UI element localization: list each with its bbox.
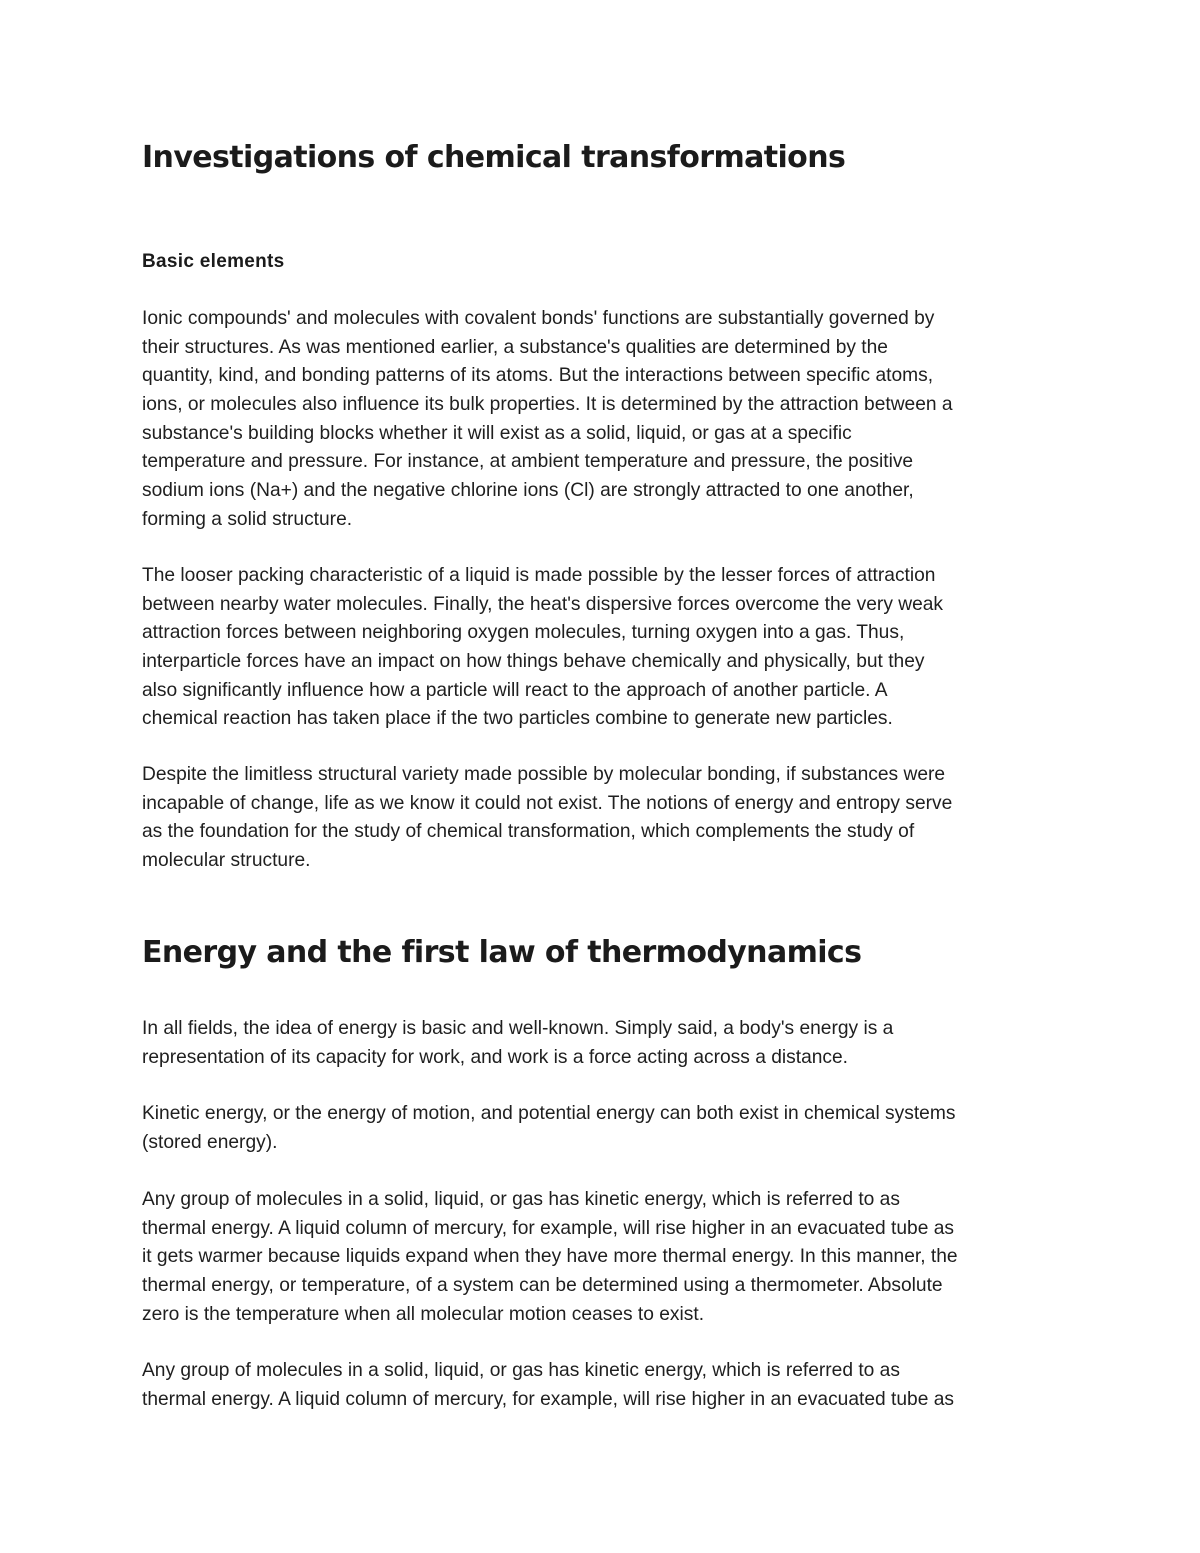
text-line: The looser packing characteristic of a liquid is made possible by the lesser forces of attraction <box>142 565 936 586</box>
paragraph-thermal-energy <box>142 1186 1067 1329</box>
paragraph-structural-variety <box>142 761 1067 876</box>
text-line: Ionic compounds' and molecules with covalent bonds' functions are substantially governed by <box>142 308 935 329</box>
text-line: molecular structure. <box>142 850 311 872</box>
text-line: Despite the limitless structural variety made possible by molecular bonding, if substances were <box>142 764 946 785</box>
text-line: temperature and pressure. For instance, at ambient temperature and pressure, the positive <box>142 451 914 473</box>
text-line: thermal energy, or temperature, of a system can be determined using a thermometer. Absolute <box>142 1275 943 1297</box>
text-line: zero is the temperature when all molecular motion ceases to exist. <box>142 1303 705 1325</box>
section-heading-first-law: Energy and the first law of thermodynamics <box>142 935 862 970</box>
text-line: Kinetic energy, or the energy of motion, and potential energy can both exist in chemical systems <box>142 1103 956 1124</box>
paragraph-kinetic-energy <box>142 1100 1067 1157</box>
text-line: between nearby water molecules. Finally, the heat's dispersive forces overcome the very weak <box>142 593 944 615</box>
text-line: it gets warmer because liquids expand when they have more thermal energy. In this manner, the <box>142 1246 958 1268</box>
text-line: forming a solid structure. <box>142 508 353 530</box>
text-line: thermal energy. A liquid column of mercury, for example, will rise higher in an evacuated tube as <box>142 1388 954 1410</box>
text-line: interparticle forces have an impact on how things behave chemically and physically, but they <box>142 651 925 673</box>
text-line: sodium ions (Na+) and the negative chlorine ions (Cl) are strongly attracted to one another, <box>142 480 914 502</box>
paragraph-thermal-energy-repeat <box>142 1357 1067 1414</box>
text-line: representation of its capacity for work, and work is a force acting across a distance. <box>142 1046 849 1068</box>
text-line: thermal energy. A liquid column of mercury, for example, will rise higher in an evacuated tube as <box>142 1217 954 1239</box>
section-heading-chemical-transformations: Investigations of chemical transformations <box>142 140 846 175</box>
text-line: incapable of change, life as we know it could not exist. The notions of energy and entropy serve <box>142 792 953 814</box>
text-line: Any group of molecules in a solid, liquid, or gas has kinetic energy, which is referred to as <box>142 1360 900 1381</box>
paragraph-ionic-compounds <box>142 305 1067 535</box>
paragraph-idea-of-energy <box>142 1015 1067 1072</box>
text-line: also significantly influence how a particle will react to the approach of another particle. A <box>142 679 888 701</box>
text-line: quantity, kind, and bonding patterns of its atoms. But the interactions between specific atoms, <box>142 365 934 387</box>
text-line: substance's building blocks whether it will exist as a solid, liquid, or gas at a specific <box>142 422 852 444</box>
text-line: ions, or molecules also influence its bulk properties. It is determined by the attraction between a <box>142 394 953 416</box>
text-line: (stored energy). <box>142 1131 278 1153</box>
text-line: In all fields, the idea of energy is basic and well-known. Simply said, a body's energy is a <box>142 1018 894 1039</box>
text-line: as the foundation for the study of chemical transformation, which complements the study of <box>142 821 915 843</box>
text-line: their structures. As was mentioned earlier, a substance's qualities are determined by the <box>142 336 888 358</box>
text-line: chemical reaction has taken place if the two particles combine to generate new particles. <box>142 708 893 730</box>
text-line: attraction forces between neighboring oxygen molecules, turning oxygen into a gas. Thus, <box>142 622 905 644</box>
paragraph-looser-packing <box>142 562 1067 734</box>
subheading-basic-elements: Basic elements <box>142 251 285 272</box>
text-line: Any group of molecules in a solid, liquid, or gas has kinetic energy, which is referred to as <box>142 1189 900 1210</box>
